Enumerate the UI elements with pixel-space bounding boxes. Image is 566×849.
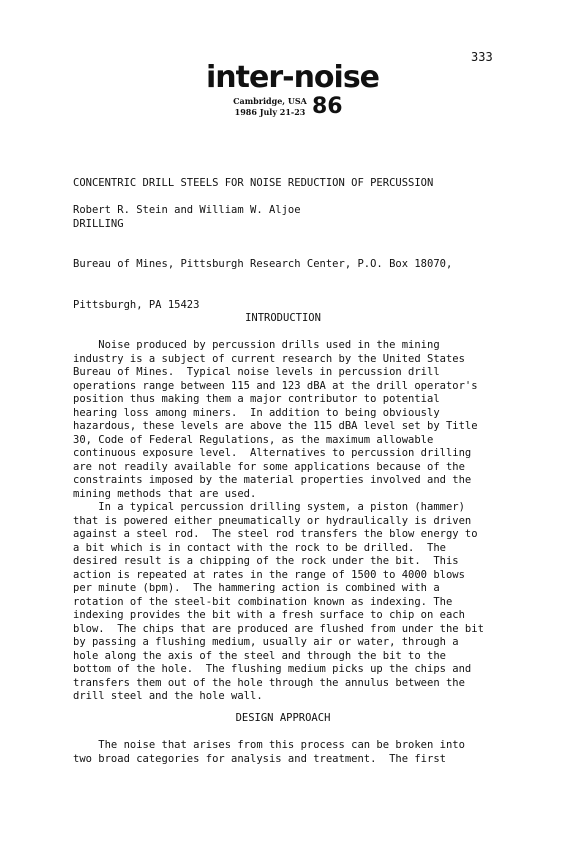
authors: Robert R. Stein and William W. Aljoe [73, 204, 301, 216]
paragraph-line: In a typical percussion drilling system, a piston (hammer) [73, 501, 465, 513]
paragraph-line: position thus making them a major contributor to potential [73, 393, 440, 405]
paragraph-line: desired result is a chipping of the rock under the bit. This [73, 555, 459, 567]
paragraph-line: are not readily available for some applications because of the [73, 460, 465, 473]
paragraph-line: rotation of the steel-bit combination known as indexing. The [73, 595, 453, 608]
affiliation-line: Bureau of Mines, Pittsburgh Research Center, P.O. Box 18070, [73, 258, 453, 270]
paragraph-line: The noise that arises from this process can be broken into [73, 739, 465, 751]
page-number: 333 [471, 50, 493, 64]
title-line: DRILLING [73, 217, 124, 230]
paragraph-line: bottom of the hole. The flushing medium picks up the chips and [73, 663, 472, 675]
paragraph-line: action is repeated at rates in the range of 1500 to 4000 blows [73, 568, 465, 581]
paragraph-line: per minute (bpm). The hammering action is combined with a [73, 582, 440, 594]
paragraph-line: constraints imposed by the material properties involved and the [73, 474, 472, 486]
logo-year: 86 [312, 94, 343, 119]
title-line: CONCENTRIC DRILL STEELS FOR NOISE REDUCTION OF PERCUSSION [73, 177, 434, 189]
paragraph-line: hole along the axis of the steel and through the bit to the [73, 649, 446, 662]
paragraph-line: industry is a subject of current research by the United States [73, 352, 465, 365]
paragraph-line: transfers them out of the hole through the annulus between the [73, 676, 465, 689]
paragraph-line: blow. The chips that are produced are flushed from under the bit [73, 622, 484, 635]
logo-wordmark: inter-noise [206, 60, 380, 95]
logo-dates: 1986 July 21-23 [234, 107, 306, 117]
paragraph-line: indexing provides the bit with a fresh surface to chip on each [73, 609, 465, 621]
paragraph-line: continuous exposure level. Alternatives to percussion drilling [73, 447, 472, 459]
paragraph-line: two broad categories for analysis and treatment. The first [73, 752, 446, 765]
paragraph-line: that is powered either pneumatically or hydraulically is driven [73, 514, 472, 527]
logo-place: Cambridge, USA [233, 96, 307, 106]
introduction-heading: INTRODUCTION [245, 312, 321, 324]
paragraph-line: Bureau of Mines. Typical noise levels in percussion drill [73, 366, 440, 378]
paragraph-line: a bit which is in contact with the rock to be drilled. The [73, 541, 446, 554]
paragraph-line: drill steel and the hole wall. [73, 690, 263, 702]
design-approach-body [73, 739, 533, 766]
paragraph-line: against a steel rod. The steel rod transfers the blow energy to [73, 528, 478, 540]
conference-logo [200, 60, 380, 122]
logo-place-and-dates [228, 96, 312, 118]
paragraph-line: hazardous, these levels are above the 115 dBA level set by Title [73, 420, 478, 432]
design-approach-heading: DESIGN APPROACH [235, 712, 331, 724]
paragraph-line: by passing a flushing medium, usually air or water, through a [73, 636, 459, 648]
paragraph-line: mining methods that are used. [73, 487, 257, 500]
paragraph-line: 30, Code of Federal Regulations, as the maximum allowable [73, 433, 434, 446]
paragraph-line: Noise produced by percussion drills used in the mining [73, 339, 440, 351]
paragraph-line: hearing loss among miners. In addition to being obviously [73, 406, 440, 419]
paragraph-line: operations range between 115 and 123 dBA at the drill operator's [73, 379, 478, 392]
introduction-body [73, 339, 533, 704]
affiliation-line: Pittsburgh, PA 15423 [73, 298, 200, 311]
